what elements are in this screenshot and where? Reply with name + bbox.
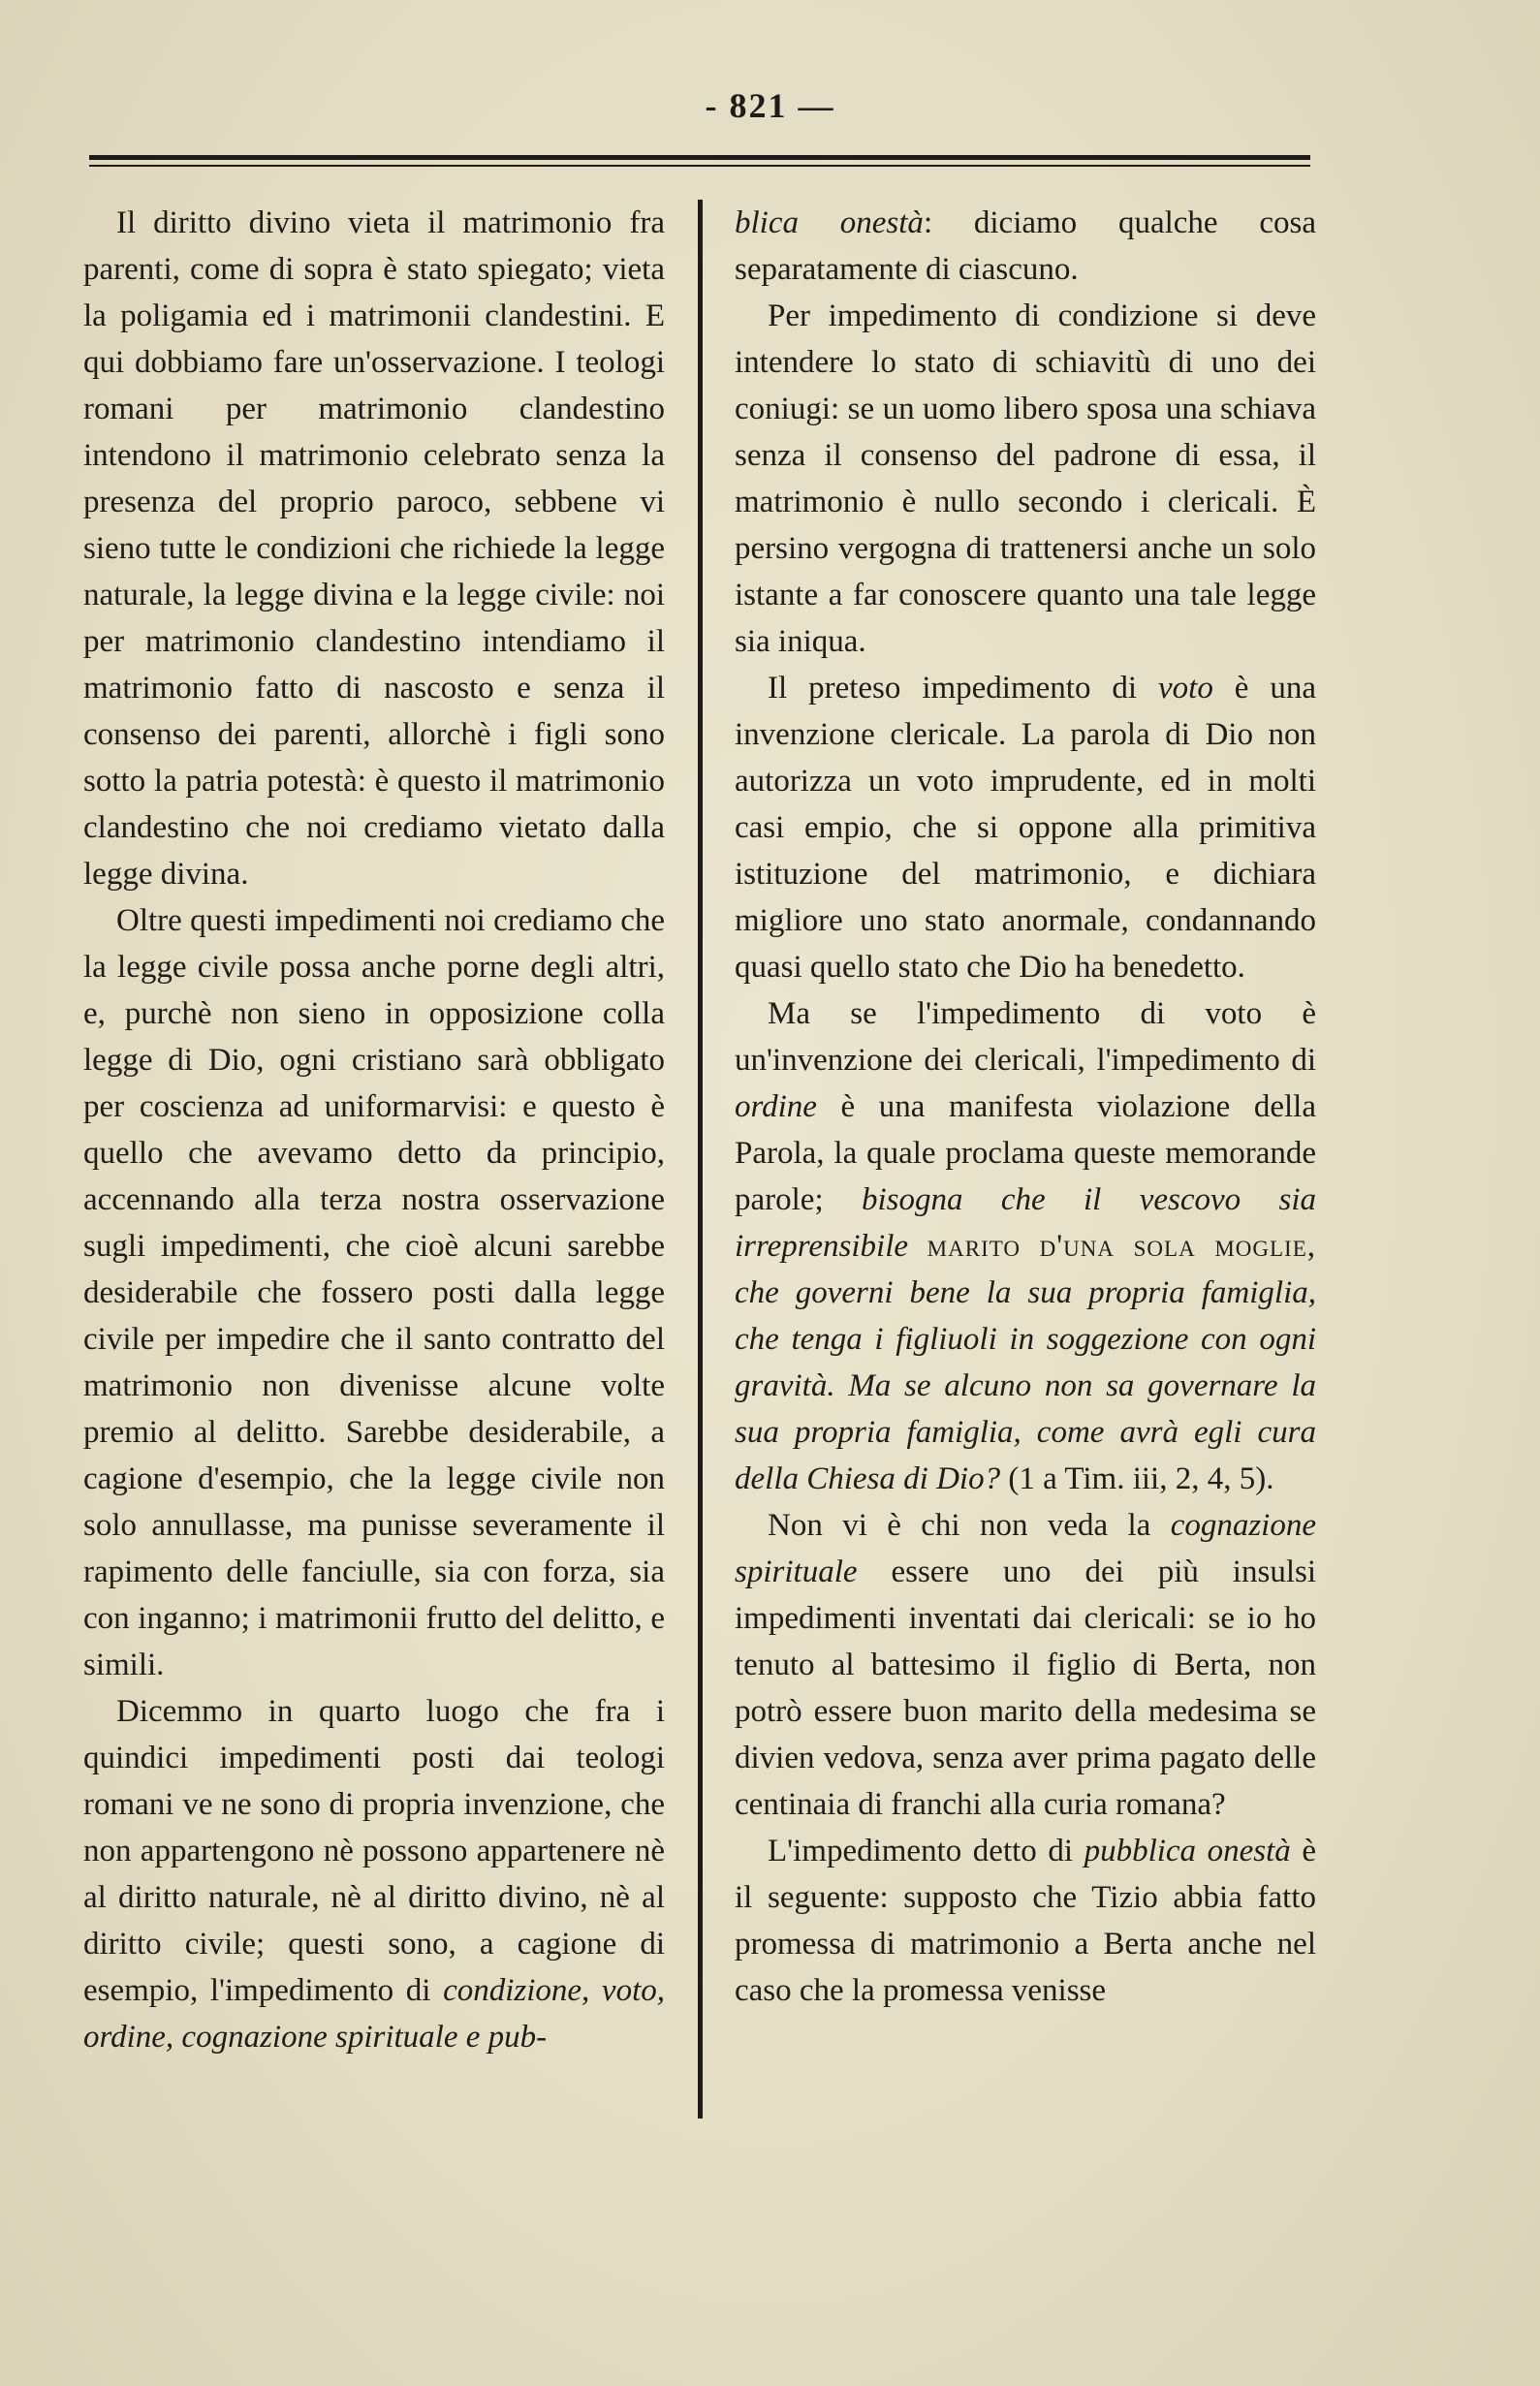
paragraph-text: Il preteso impedimento di	[768, 671, 1158, 706]
paragraph-text: è una invenzione clericale. La parola di Dio non autorizza un voto imprudente, ed in molti casi empio, che si oppone alla primitiva istituzione del matrimonio, e dichiara migliore uno stato anormale, condannando quasi quello stato che Dio ha benedetto.	[735, 671, 1316, 985]
paragraph: Il diritto divino vieta il matrimonio fra parenti, come di sopra è stato spiegato; vieta la poligamia ed i matrimonii clandestini. E qui dobbiamo fare un'osservazione. I teologi romani per matrimonio clandestino intendono il matrimonio celebrato senza la presenza del proprio paroco, sebbene vi sieno tutte le condizioni che richiede la legge naturale, la legge divina e la legge civile: noi per matrimonio clandestino intendiamo il matrimonio fatto di nascosto e senza il consenso dei parenti, allorchè i figli sono sotto la patria potestà: è questo il matrimonio clandestino che noi crediamo vietato dalla legge divina.	[83, 205, 665, 892]
paragraph	[735, 1502, 1316, 1828]
paragraph	[83, 1688, 665, 2060]
paragraph: Oltre questi impedimenti noi crediamo che la legge civile possa anche porne degli altri, e, purchè non sieno in opposizione colla legge di Dio, ogni cristiano sarà obbligato per coscienza ad uniformarvisi: e questo è quello che avevamo detto da principio, accennando alla terza nostra osservazione sugli impedimenti, che cioè alcuni sarebbe desiderabile che fossero posti dalla legge civile per impedire che il santo contratto del matrimonio non divenisse alcune volte premio al delitto. Sarebbe desiderabile, a cagione d'esempio, che la legge civile non solo annullasse, ma punisse severamente il rapimento delle fanciulle, sia con forza, sia con inganno; i matrimonii frutto del delitto, e simili.	[83, 903, 665, 1682]
paragraph	[735, 665, 1316, 990]
paragraph-text: essere uno dei più insulsi impedimenti inventati dai clericali: se io ho tenuto al battesimo il figlio di Berta, non potrò essere buon marito della medesima se divien vedova, senza aver prima pagato delle centinaia di franchi alla curia romana?	[735, 1554, 1316, 1822]
italic-term: cognazione spirituale	[735, 1508, 1316, 1589]
paragraph-text: è il seguente: supposto che Tizio abbia fatto promessa di matrimonio a Berta anche nel caso che la promessa venisse	[735, 1834, 1316, 2008]
paragraph-text: Ma se l'impedimento di voto è un'invenzione dei clericali, l'impedimento di	[735, 996, 1316, 1078]
scripture-reference: (1 a Tim. iii, 2, 4, 5).	[1000, 1461, 1274, 1496]
paragraph-text: : diciamo qualche cosa separatamente di ciascuno.	[735, 205, 1316, 287]
italic-term: ordine	[735, 1089, 817, 1124]
paragraph-text: L'impedimento detto di	[768, 1834, 1084, 1868]
paragraph-text: è una manifesta violazione della Parola, la quale proclama queste memorande parole;	[735, 1089, 1316, 1217]
paragraph-text: Non vi è chi non veda la	[768, 1508, 1171, 1543]
scripture-quote: bisogna che il vescovo sia irreprensibile	[735, 1182, 1316, 1264]
header-rule-thin	[89, 165, 1310, 167]
header-rule	[89, 155, 1310, 160]
left-column	[83, 200, 665, 2060]
right-column	[735, 200, 1316, 2014]
page-number: - 821 —	[705, 86, 835, 125]
scripture-smallcaps: marito d'una sola moglie,	[908, 1229, 1316, 1264]
italic-term: pubblica onestà	[1084, 1834, 1291, 1868]
scripture-quote: che governi bene la sua propria famiglia, che tenga i figliuoli in soggezione con ogni gravità. Ma se alcuno non sa governare la sua propria famiglia, come avrà egli cura della Chiesa di Dio?	[735, 1275, 1316, 1496]
paragraph-text: Dicemmo in quarto luogo che fra i quindici impedimenti posti dai teologi romani ve ne sono di propria invenzione, che non appartengono nè possono appartenere nè al diritto naturale, nè al diritto divino, nè al diritto civile; questi sono, a cagione di esempio, l'impedimento di	[83, 1694, 665, 2008]
column-divider	[698, 200, 703, 2119]
italic-term: blica onestà	[735, 205, 924, 240]
paragraph	[735, 200, 1316, 293]
italic-term: voto	[1158, 671, 1213, 706]
paragraph: Per impedimento di condizione si deve intendere lo stato di schiavitù di uno dei coniugi: se un uomo libero sposa una schiava senza il consenso del padrone di essa, il matrimonio è nullo secondo i clericali. È persino vergogna di trattenersi anche un solo istante a far conoscere quanto una tale legge sia iniqua.	[735, 298, 1316, 659]
paragraph	[735, 1828, 1316, 2014]
italic-terms: condizione, voto, ordine, cognazione spirituale e pub-	[83, 1973, 665, 2055]
paragraph	[735, 990, 1316, 1502]
